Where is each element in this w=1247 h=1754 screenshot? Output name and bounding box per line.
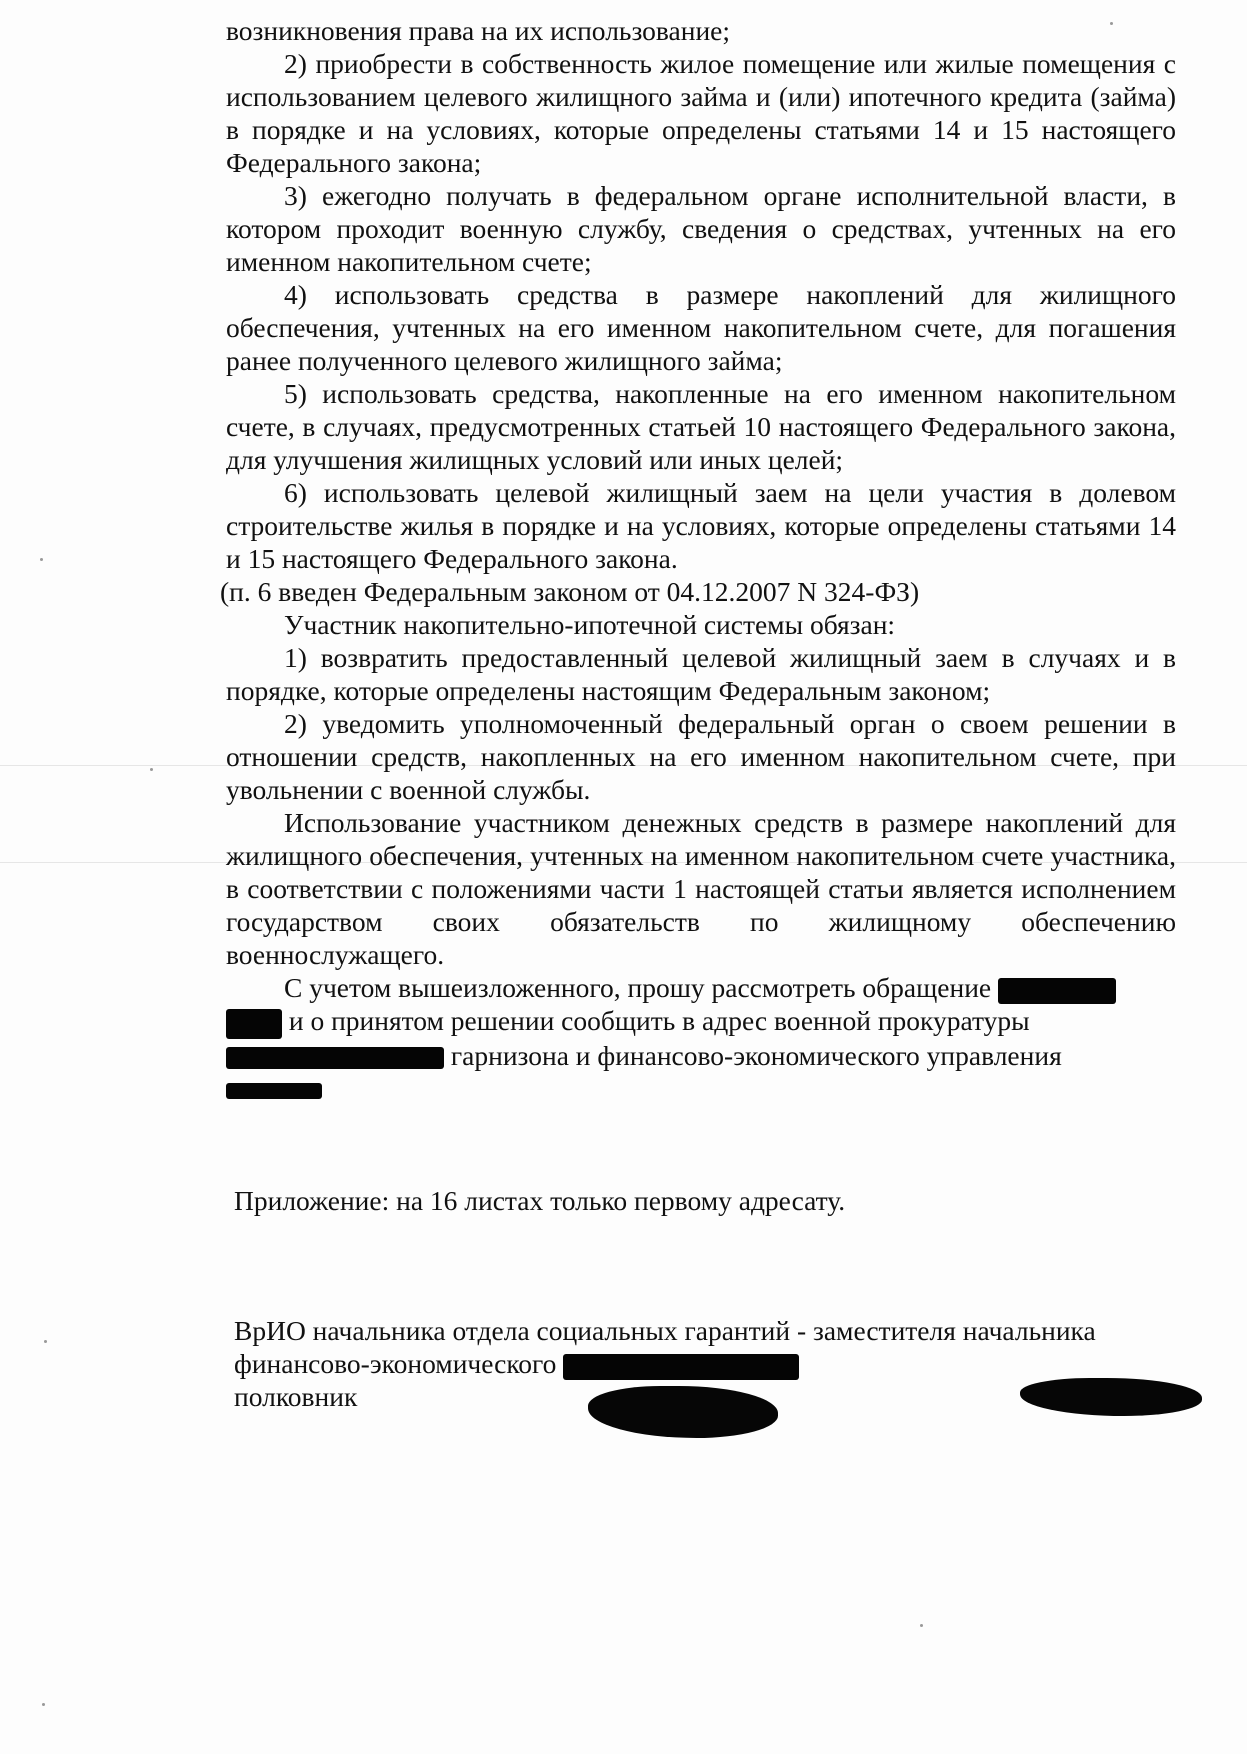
paragraph-obligation-2: 2) уведомить уполномоченный федеральный орган о своем решении в отношении средств, накопленных на его именном накопительном счете, при увольнении с военной службы. — [226, 708, 1176, 805]
request-text-part1: С учетом вышеизложенного, прошу рассмотреть обращение — [284, 972, 992, 1003]
scan-speck — [150, 768, 153, 771]
paragraph-request — [226, 971, 1176, 1004]
paragraph-request-cont2 — [226, 1039, 1176, 1072]
signature-rank: полковник — [234, 1381, 358, 1412]
paragraph-amendment-note: (п. 6 введен Федеральным законом от 04.12.2007 N 324-ФЗ) — [220, 576, 920, 607]
signature-position: ВрИО начальника отдела социальных гарантий - заместителя начальника — [234, 1315, 1096, 1346]
redaction-block — [226, 1009, 282, 1039]
redaction-block — [226, 1083, 322, 1099]
document-body — [220, 14, 1176, 1105]
paragraph-right-6: 6) использовать целевой жилищный заем на цели участия в долевом строительстве жилья в порядке и на условиях, которые определены статьями 14 и 15 настоящего Федерального закона. — [226, 477, 1176, 574]
paragraph-right-3: 3) ежегодно получать в федеральном органе исполнительной власти, в котором проходит военную службу, сведения о средствах, учтенных на его именном накопительном счете; — [226, 180, 1176, 277]
scan-speck — [42, 1703, 45, 1706]
request-text-part3: гарнизона и финансово-экономического управления — [450, 1039, 1062, 1071]
paragraph-fulfillment: Использование участником денежных средств в размере накоплений для жилищного обеспечения, учтенных на именном накопительном счете участника, в соответствии с положениями части 1 настоящей статьи является исполнением государством своих обязательств по жилищному обеспечению военнослужащего. — [226, 807, 1176, 970]
signature-department-text: финансово-экономического — [234, 1348, 557, 1379]
attachment-note: Приложение: на 16 листах только первому адресату. — [234, 1185, 846, 1216]
scan-speck — [40, 558, 43, 561]
request-text-part2: и о принятом решении сообщить в адрес военной прокуратуры — [288, 1005, 1030, 1036]
paragraph-request-cont — [226, 1004, 1176, 1039]
redaction-block — [563, 1354, 799, 1380]
redaction-block — [998, 978, 1116, 1004]
signature-department — [234, 1347, 1096, 1380]
paragraph-right-5: 5) использовать средства, накопленные на его именном накопительном счете, в случаях, предусмотренных статьей 10 настоящего Федерального закона, для улучшения жилищных условий или иных целей; — [226, 378, 1176, 475]
paragraph-right-2: 2) приобрести в собственность жилое помещение или жилые помещения с использованием целевого жилищного займа и (или) ипотечного кредита (займа) в порядке и на условиях, которые определены статьями 14 и 15 настоящего Федерального закона; — [226, 48, 1176, 178]
scan-speck — [44, 1340, 47, 1343]
paragraph-right-4: 4) использовать средства в размере накоплений для жилищного обеспечения, учтенных на его именном накопительном счете, для погашения ранее полученного целевого жилищного займа; — [226, 279, 1176, 376]
scan-speck — [920, 1624, 923, 1627]
redaction-block — [226, 1047, 444, 1069]
paragraph-obligation-1: 1) возвратить предоставленный целевой жилищный заем в случаях и в порядке, которые определены настоящим Федеральным законом; — [226, 642, 1176, 706]
paragraph-obligations-heading: Участник накопительно-ипотечной системы обязан: — [284, 609, 896, 640]
redaction-scribble-signature — [588, 1386, 778, 1438]
paragraph-request-end — [226, 1072, 1176, 1105]
paragraph-rights-tail: возникновения права на их использование; — [226, 15, 731, 46]
